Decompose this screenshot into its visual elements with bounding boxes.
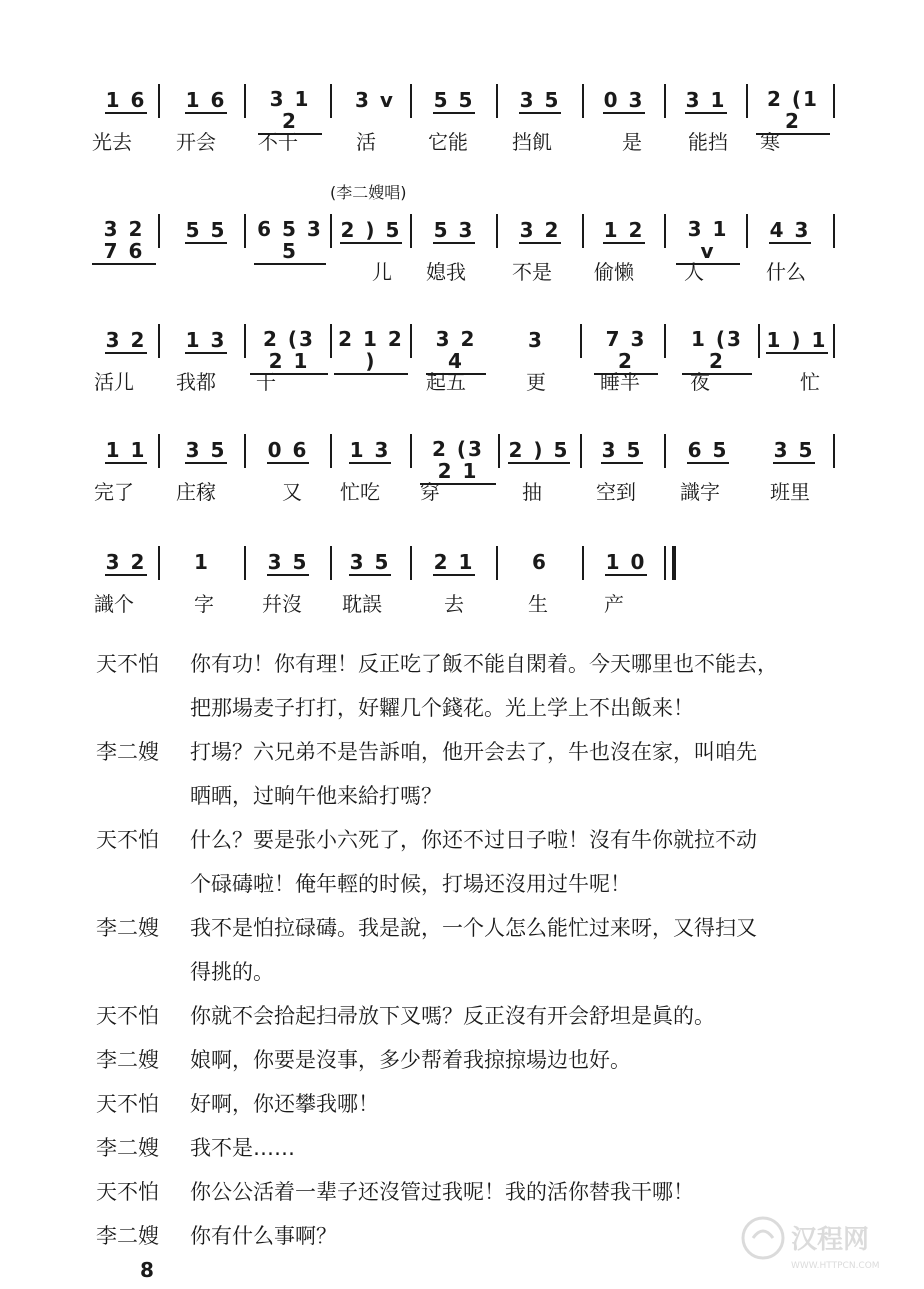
barline	[330, 434, 332, 468]
measure: 1 6	[105, 88, 147, 112]
measure: 3 5	[185, 438, 227, 462]
lyric: 完了	[94, 480, 134, 504]
speech-line: 个碌碡啦！俺年輕的时候，打場还沒用过牛呢！	[190, 872, 631, 896]
final-barline	[672, 546, 676, 580]
measure: 3 2 7 6	[92, 218, 156, 265]
barline	[330, 546, 332, 580]
measure: 1	[194, 550, 210, 574]
barline	[410, 214, 412, 248]
measure: 2 ) 5	[340, 218, 402, 242]
lyric: 媳我	[426, 260, 466, 284]
speech-line: 我不是……	[190, 1136, 295, 1160]
speech-line: 你有功！你有理！反正吃了飯不能自閑着。今天哪里也不能去，	[190, 652, 778, 676]
barline	[158, 214, 160, 248]
dialogue-entry	[96, 818, 856, 906]
barline	[664, 214, 666, 248]
measure: 2 1 2 )	[334, 328, 408, 375]
measure: 6 5 3 5	[254, 218, 326, 265]
measure: 7 3 2	[594, 328, 658, 375]
measure: 1 6	[185, 88, 227, 112]
measure: 3 v	[355, 88, 395, 112]
lyric: 寒	[760, 130, 780, 154]
speaker-name: 李二嫂	[96, 1224, 159, 1248]
measure: 3 1 2	[258, 88, 322, 135]
lyric: 忙吃	[340, 480, 380, 504]
lyric: 人	[684, 260, 704, 284]
lyric: 睡半	[600, 370, 640, 394]
lyric: 識字	[680, 480, 720, 504]
watermark-url: WWW.HTTPCN.COM	[791, 1261, 880, 1271]
speech-line: 你就不会拾起扫帚放下叉嗎？反正沒有开会舒坦是眞的。	[190, 1004, 715, 1028]
measure: 3 1 v	[676, 218, 740, 265]
speech-line: 把那場麦子打打，好糶几个錢花。光上学上不出飯来！	[190, 696, 694, 720]
speaker-name: 天不怕	[96, 1180, 159, 1204]
measure: 2 (1 2	[756, 88, 830, 135]
speech-line: 晒晒，过晌午他来給打嗎？	[190, 784, 442, 808]
lyric: 不干	[258, 130, 298, 154]
speech-line: 我不是怕拉碌碡。我是說，一个人怎么能忙过来呀，又得扫又	[190, 916, 757, 940]
speaker-name: 李二嫂	[96, 1136, 159, 1160]
singer-note: (李二嫂唱)	[330, 183, 407, 202]
score-row-4	[0, 428, 924, 504]
lyric: 是	[622, 130, 642, 154]
speaker-name: 天不怕	[96, 652, 159, 676]
lyric: 偷懒	[594, 260, 634, 284]
barline	[244, 324, 246, 358]
measure: 6	[532, 550, 548, 574]
barline	[833, 434, 835, 468]
barline	[580, 434, 582, 468]
barline	[498, 434, 500, 468]
barline	[158, 84, 160, 118]
measure: 5 3	[433, 218, 475, 242]
measure: 1 3	[185, 328, 227, 352]
lyric: 識个	[94, 592, 134, 616]
measure: 2 (3 2 1	[420, 438, 496, 485]
barline	[496, 214, 498, 248]
barline	[410, 84, 412, 118]
barline	[580, 324, 582, 358]
dialogue-entry	[96, 730, 856, 818]
measure: 3 2	[105, 550, 147, 574]
measure: 5 5	[433, 88, 475, 112]
dialogue-entry	[96, 1126, 856, 1170]
dialogue-entry	[96, 1038, 856, 1082]
dialogue-entry	[96, 1082, 856, 1126]
barline	[496, 546, 498, 580]
speech-line: 娘啊，你要是沒事，多少帮着我掠掠場边也好。	[190, 1048, 631, 1072]
speech-line: 好啊，你还攀我哪！	[190, 1092, 379, 1116]
measure: 5 5	[185, 218, 227, 242]
measure: 1 3	[349, 438, 391, 462]
lyric: 空到	[596, 480, 636, 504]
measure: 3 5	[267, 550, 309, 574]
score-row-1	[0, 78, 924, 154]
dialogue-entry	[96, 906, 856, 994]
measure: 3 5	[519, 88, 561, 112]
barline	[746, 84, 748, 118]
lyric: 字	[194, 592, 214, 616]
measure: 1 1	[105, 438, 147, 462]
speaker-name: 天不怕	[96, 1092, 159, 1116]
dialogue-block	[96, 642, 856, 1258]
barline	[833, 84, 835, 118]
dialogue-entry	[96, 994, 856, 1038]
measure: 3	[528, 328, 544, 352]
measure: 3 5	[773, 438, 815, 462]
barline	[758, 324, 760, 358]
measure: 0 6	[267, 438, 309, 462]
speaker-name: 李二嫂	[96, 916, 159, 940]
lyric: 耽誤	[342, 592, 382, 616]
measure: 3 5	[349, 550, 391, 574]
lyric: 干	[256, 370, 276, 394]
measure: 3 2 4	[426, 328, 486, 375]
barline	[244, 84, 246, 118]
measure: 3 2	[519, 218, 561, 242]
barline	[330, 324, 332, 358]
page-number: 8	[140, 1258, 154, 1282]
measure: 3 2	[105, 328, 147, 352]
lyric: 抽	[522, 480, 542, 504]
lyric: 起五	[426, 370, 466, 394]
barline	[410, 434, 412, 468]
lyric: 夜	[690, 370, 710, 394]
measure: 2 1	[433, 550, 475, 574]
lyric: 又	[282, 480, 302, 504]
barline	[158, 434, 160, 468]
speaker-name: 李二嫂	[96, 740, 159, 764]
lyric: 挡飢	[512, 130, 552, 154]
watermark-text: 汉程网	[791, 1225, 870, 1255]
speech-line: 打場？六兄弟不是告訴咱，他开会去了，牛也沒在家，叫咱先	[190, 740, 757, 764]
speaker-name: 天不怕	[96, 1004, 159, 1028]
barline	[746, 214, 748, 248]
measure: 4 3	[769, 218, 811, 242]
measure: 0 3	[603, 88, 645, 112]
score-row-3	[0, 318, 924, 394]
lyric: 更	[526, 370, 546, 394]
lyric: 活	[356, 130, 376, 154]
lyric: 能挡	[688, 130, 728, 154]
measure: 1 0	[605, 550, 647, 574]
speech-line: 得挑的。	[190, 960, 274, 984]
barline	[833, 214, 835, 248]
barline	[244, 546, 246, 580]
barline	[664, 324, 666, 358]
lyric: 生	[528, 592, 548, 616]
measure: 1 2	[603, 218, 645, 242]
dialogue-entry	[96, 642, 856, 730]
barline	[330, 84, 332, 118]
measure: 2 ) 5	[508, 438, 570, 462]
speech-line: 什么？要是张小六死了，你还不过日子啦！沒有牛你就拉不动	[190, 828, 757, 852]
measure: 3 1	[685, 88, 727, 112]
speech-line: 你公公活着一辈子还沒管过我呢！我的活你替我干哪！	[190, 1180, 694, 1204]
lyric: 它能	[428, 130, 468, 154]
barline	[664, 84, 666, 118]
final-barline	[664, 546, 666, 580]
measure: 2 (3 2 1	[250, 328, 328, 375]
lyric: 产	[604, 592, 624, 616]
barline	[244, 214, 246, 248]
speaker-name: 天不怕	[96, 828, 159, 852]
lyric: 幷沒	[262, 592, 302, 616]
speech-line: 你有什么事啊？	[190, 1224, 337, 1248]
barline	[158, 324, 160, 358]
lyric: 活儿	[94, 370, 134, 394]
barline	[244, 434, 246, 468]
lyric: 我都	[176, 370, 216, 394]
lyric: 开会	[176, 130, 216, 154]
measure: 1 (3 2	[682, 328, 752, 375]
lyric: 光去	[92, 130, 132, 154]
barline	[158, 546, 160, 580]
score-row-2	[0, 208, 924, 284]
barline	[410, 324, 412, 358]
lyric: 庄稼	[176, 480, 216, 504]
lyric: 不是	[512, 260, 552, 284]
measure: 3 5	[601, 438, 643, 462]
measure: 6 5	[687, 438, 729, 462]
barline	[664, 434, 666, 468]
lyric: 儿	[372, 260, 392, 284]
barline	[330, 214, 332, 248]
barline	[582, 84, 584, 118]
speaker-name: 李二嫂	[96, 1048, 159, 1072]
measure: 1 ) 1	[766, 328, 828, 352]
barline	[582, 214, 584, 248]
barline	[496, 84, 498, 118]
lyric: 穿	[420, 480, 440, 504]
lyric: 忙	[800, 370, 820, 394]
lyric: 班里	[770, 480, 810, 504]
watermark-logo	[735, 1208, 915, 1278]
score-row-5	[0, 540, 924, 616]
barline	[833, 324, 835, 358]
barline	[410, 546, 412, 580]
barline	[582, 546, 584, 580]
lyric: 什么	[766, 260, 806, 284]
lyric: 去	[444, 592, 464, 616]
